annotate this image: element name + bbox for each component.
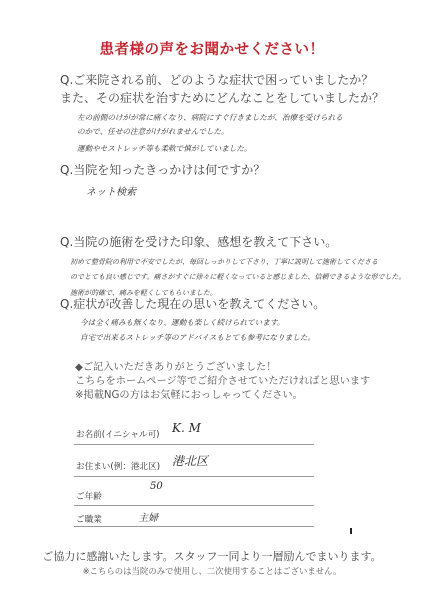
job-underline — [74, 526, 314, 527]
job-value: 主婦 — [138, 513, 158, 524]
answer-3-line-3: 施術が的確で、痛みを軽くしてもらいました。 — [70, 289, 217, 297]
name-label: お名前(イニシャル可) — [76, 430, 160, 440]
ink-mark — [350, 528, 352, 534]
answer-1-line-3: 運動やセストレッチ等も柔軟で慎がしていました。 — [77, 144, 252, 153]
question-1-line-2: また、その症状を治すためにどんなことをしていましたか？ — [60, 91, 385, 105]
question-1-line-1: Q.ご来院される前、どのような症状で困っていましたか？ — [60, 73, 374, 87]
answer-4-line-1: 今は全く痛みも無くなり、運動も楽しく続けられています。 — [80, 318, 285, 327]
page-title: 患者様の声をお聞かせください！ — [99, 42, 325, 58]
address-label: お住まい(例：港北区) — [76, 462, 161, 472]
address-value: 港北区 — [172, 454, 209, 468]
answer-1-line-2: のかで、任せの注意がけがれませんでした。 — [77, 127, 229, 136]
closing-thanks: ◆ご記入いただきありがとうございました！ — [75, 362, 277, 373]
footer-thanks: ご協力に感謝いたします。スタッフ一同より一層励んでまいります。 — [42, 550, 382, 563]
closing-homepage-note: こちらをホームページ等でご紹介させていただければと思います — [75, 376, 371, 387]
footer-privacy-note: ※こちらのは当院のみで使用し、二次使用することはございません。 — [82, 566, 342, 576]
age-value: 50 — [150, 481, 163, 492]
closing-ng-note: ※掲載NGの方はお気軽におっしゃってください。 — [75, 390, 303, 401]
name-underline — [74, 444, 314, 445]
age-underline — [74, 505, 314, 506]
question-2: Q.当院を知ったきっかけは何ですか？ — [60, 163, 266, 177]
answer-1-line-1: 左の前側のけがが常に痛くなり、病院にすぐ行きましたが、治療を受けられる — [77, 113, 343, 122]
answer-3-line-1: 初めて整骨院の利用で不安でしたが、毎回しっかりして下さり、丁寧に説明して施術してくださる — [70, 258, 378, 266]
answer-2: ネット検索 — [86, 187, 136, 198]
answer-4-line-2: 自宅で出来るストレッチ等のアドバイスもとても参考になりました。 — [80, 333, 316, 342]
question-3: Q.当院の施術を受けた印象、感想を教えて下さい。 — [60, 235, 338, 249]
question-4: Q.症状が改善した現在の思いを教えてください。 — [60, 297, 326, 311]
address-underline — [74, 476, 314, 477]
job-label: ご職業 — [76, 515, 102, 525]
age-label: ご年齢 — [76, 492, 102, 502]
answer-3-line-2: のでとても良い感じです。痛さがすぐに徐々に軽くなっていると感じました、信頼できるような形でした。 — [70, 273, 406, 281]
name-value: K. M — [172, 421, 201, 435]
